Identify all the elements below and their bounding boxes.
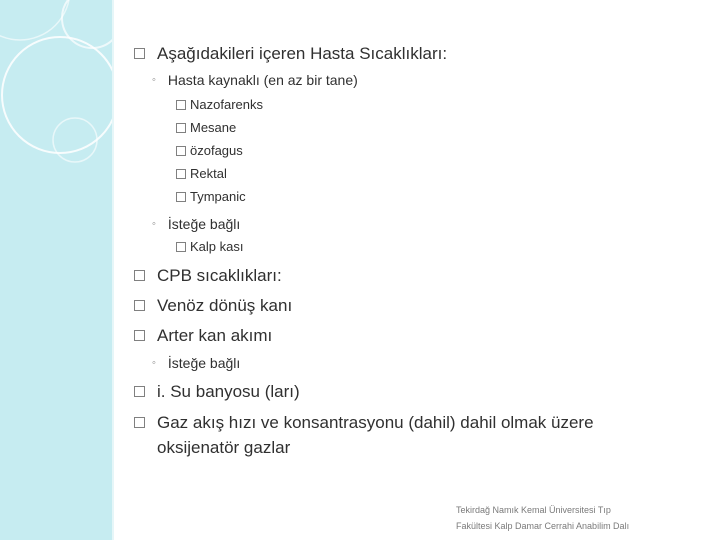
sub-sub-bullet-text: Tympanic — [190, 189, 246, 204]
bullet-text: Aşağıdakileri içeren Hasta Sıcaklıkları: — [157, 44, 448, 63]
sub-sub-bullet-text: Rektal — [190, 166, 227, 181]
square-bullet-icon — [134, 386, 145, 397]
sub-sub-bullet-text: Kalp kası — [190, 239, 244, 254]
bullet-item — [134, 44, 447, 64]
footer-line: Tekirdağ Namık Kemal Üniversitesi Tıp — [456, 505, 611, 515]
bullet-item — [134, 382, 300, 402]
ring-bullet-icon: ◦ — [152, 357, 156, 370]
sub-bullet-text: İsteğe bağlı — [167, 355, 241, 371]
bullet-text: Gaz akış hızı ve konsantrasyonu (dahil) dahil olmak üzere — [157, 413, 594, 432]
square-bullet-icon — [134, 330, 145, 341]
decorative-circles — [0, 0, 112, 540]
sub-sub-bullet-text: Mesane — [190, 120, 237, 135]
sub-sub-bullet-item — [176, 143, 243, 158]
sub-bullet-item — [152, 355, 240, 371]
square-bullet-icon — [176, 242, 186, 252]
sub-bullet-text: Hasta kaynaklı (en az bir tane) — [167, 72, 358, 88]
sub-sub-bullet-item — [176, 120, 236, 135]
square-bullet-icon — [134, 48, 145, 59]
sub-bullet-item — [152, 216, 240, 232]
bullet-item — [134, 326, 272, 346]
sub-sub-bullet-item — [176, 239, 243, 254]
sub-bullet-text: İsteğe bağlı — [167, 216, 241, 232]
band-divider — [112, 0, 114, 540]
footer-line: Fakültesi Kalp Damar Cerrahi Anabilim Dalı — [456, 521, 630, 531]
bullet-text: oksijenatör gazlar — [157, 438, 291, 457]
ring-bullet-icon: ◦ — [152, 74, 156, 87]
square-bullet-icon — [134, 417, 145, 428]
square-bullet-icon — [134, 270, 145, 281]
sub-sub-bullet-item — [176, 97, 263, 112]
sub-bullet-item — [152, 72, 358, 88]
footer-credit — [456, 502, 629, 534]
square-bullet-icon — [176, 100, 186, 110]
sub-sub-bullet-item — [176, 166, 227, 181]
square-bullet-icon — [134, 300, 145, 311]
square-bullet-icon — [176, 146, 186, 156]
bullet-text: CPB sıcaklıkları: — [157, 266, 282, 285]
bullet-item — [134, 266, 282, 286]
bullet-text: Venöz dönüş kanı — [157, 296, 293, 315]
sub-sub-bullet-item — [176, 189, 246, 204]
square-bullet-icon — [176, 123, 186, 133]
ring-bullet-icon: ◦ — [152, 218, 156, 231]
square-bullet-icon — [176, 169, 186, 179]
bullet-continuation — [157, 438, 290, 458]
bullet-text: Arter kan akımı — [157, 326, 273, 345]
square-bullet-icon — [176, 192, 186, 202]
bullet-item — [134, 296, 292, 316]
decorative-side-band — [0, 0, 112, 540]
bullet-item — [134, 413, 594, 433]
bullet-text: i. Su banyosu (ları) — [157, 382, 300, 401]
sub-sub-bullet-text: özofagus — [190, 143, 243, 158]
sub-sub-bullet-text: Nazofarenks — [190, 97, 263, 112]
